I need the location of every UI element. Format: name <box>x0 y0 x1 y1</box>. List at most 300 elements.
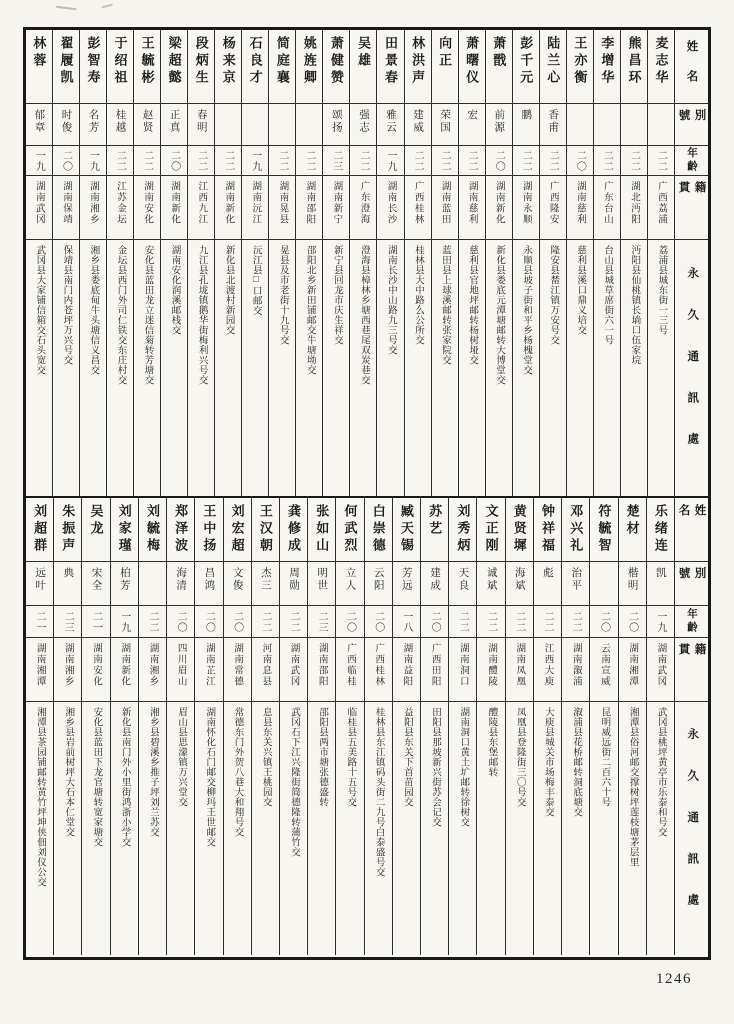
person-origin: 湖南溆浦 <box>562 638 589 702</box>
person-address: 沔阳县仙桃镇长埫口伍家垸 <box>629 245 640 365</box>
person-origin: 云南宣威 <box>590 638 617 702</box>
person-origin: 江西大庾 <box>534 638 561 702</box>
person-name: 萧曙仪 <box>459 30 485 104</box>
person-address: 澄海县樟林乡塘西巷尾双炭巷交 <box>358 245 369 385</box>
person-name: 林洪声 <box>405 30 431 104</box>
person-alias <box>242 104 268 146</box>
header-age: 年齡 <box>675 146 708 176</box>
person-origin: 江苏金坛 <box>107 176 133 240</box>
person-alias: 云阳 <box>365 562 392 606</box>
person-origin: 湖南长沙 <box>377 176 403 240</box>
person-address: 湘乡县碧溪乡推子坪刘兰苏交 <box>147 707 158 837</box>
person-age: 二二 <box>215 146 241 176</box>
person-age: 二〇 <box>365 606 392 638</box>
person-name: 吴雄 <box>350 30 376 104</box>
person-column <box>561 498 589 955</box>
person-address: 隆安县榃江镇万安号交 <box>548 245 559 345</box>
person-name: 林蓉 <box>26 30 52 104</box>
person-address: 醴陵县东堡邮转 <box>486 707 497 777</box>
directory-table-bottom <box>26 498 708 955</box>
person-name: 何武烈 <box>336 498 363 562</box>
person-origin: 湖南芷江 <box>195 638 222 702</box>
person-origin: 广西隆安 <box>540 176 566 240</box>
person-name: 李增华 <box>594 30 620 104</box>
person-column <box>533 498 561 955</box>
person-column <box>593 30 620 496</box>
person-origin: 湖南新宁 <box>323 176 349 240</box>
person-alias: 周勋 <box>280 562 307 606</box>
person-origin: 湖南湘潭 <box>619 638 646 702</box>
person-origin: 湖南湘乡 <box>54 638 81 702</box>
person-age: 二二 <box>296 146 322 176</box>
person-age: 二二 <box>188 146 214 176</box>
person-alias: 彪 <box>534 562 561 606</box>
person-column <box>26 498 53 955</box>
person-column <box>589 498 617 955</box>
header-name: 姓名 <box>675 498 708 562</box>
person-name: 黄贤墀 <box>506 498 533 562</box>
person-column <box>138 498 166 955</box>
person-name: 刘毓梅 <box>139 498 166 562</box>
person-age: 二二 <box>562 606 589 638</box>
person-alias: 天良 <box>449 562 476 606</box>
person-column <box>458 30 485 496</box>
scan-smudge <box>102 4 114 12</box>
person-alias: 诚斌 <box>477 562 504 606</box>
person-alias: 典 <box>54 562 81 606</box>
person-name: 翟履凯 <box>53 30 79 104</box>
person-address: 常德东门外贺八巷大和翔号交 <box>232 707 243 837</box>
person-column <box>81 498 109 955</box>
person-alias: 强志 <box>350 104 376 146</box>
person-age: 二二 <box>134 146 160 176</box>
person-alias <box>215 104 241 146</box>
person-alias: 杰三 <box>252 562 279 606</box>
person-column <box>279 498 307 955</box>
person-origin: 湖南湘乡 <box>80 176 106 240</box>
person-name: 吴龙 <box>82 498 109 562</box>
person-origin: 湖南武冈 <box>26 176 52 240</box>
person-age: 二二 <box>621 146 647 176</box>
person-alias <box>139 562 166 606</box>
person-address: 九江县孔垅镇鹅华街梅利兴号交 <box>196 245 207 385</box>
person-address: 湘乡县娄底甸牛头塘信义昌交 <box>88 245 99 375</box>
person-address: 台山县城草席街六一号 <box>602 245 613 345</box>
person-age: 二三 <box>308 606 335 638</box>
person-column <box>110 498 138 955</box>
person-address: 新化县南门外小里街鸿浙小学交 <box>119 707 130 847</box>
person-age: 二二 <box>513 146 539 176</box>
person-age: 二二 <box>506 606 533 638</box>
person-column <box>566 30 593 496</box>
person-alias: 颂扬 <box>323 104 349 146</box>
person-age: 二〇 <box>619 606 646 638</box>
person-address: 眉山县思濛镇万兴堂交 <box>176 707 187 807</box>
person-address: 田阳县那坡新兴街苏会记交 <box>430 707 441 827</box>
person-alias <box>296 104 322 146</box>
person-column <box>106 30 133 496</box>
person-name: 萧健赞 <box>323 30 349 104</box>
header-alias: 別號 <box>675 104 708 146</box>
person-age: 二二 <box>594 146 620 176</box>
person-age: 二二 <box>432 146 458 176</box>
person-address: 益阳县东关下首苗园交 <box>401 707 412 807</box>
person-name: 刘秀炳 <box>449 498 476 562</box>
person-alias: 治平 <box>562 562 589 606</box>
person-origin: 湖南醴陵 <box>477 638 504 702</box>
person-column <box>187 30 214 496</box>
person-address: 大庾县城关市场梅丰泰交 <box>542 707 553 817</box>
person-name: 郑泽波 <box>167 498 194 562</box>
person-name: 文正刚 <box>477 498 504 562</box>
person-age: 二〇 <box>567 146 593 176</box>
person-address: 息县东关兴镇王桃园交 <box>260 707 271 807</box>
person-column <box>420 498 448 955</box>
person-name: 白崇德 <box>365 498 392 562</box>
person-origin: 湖南新化 <box>161 176 187 240</box>
person-name: 符毓智 <box>590 498 617 562</box>
person-address: 桂林县东江镇码头街二九号白泰盛号交 <box>373 707 384 877</box>
person-column <box>295 30 322 496</box>
person-name: 麦志华 <box>648 30 674 104</box>
person-column <box>618 498 646 955</box>
person-alias: 海斌 <box>506 562 533 606</box>
person-alias: 建成 <box>421 562 448 606</box>
person-column <box>166 498 194 955</box>
directory-table-top <box>26 30 708 498</box>
person-address: 凤凰县登隆街三〇号交 <box>514 707 525 807</box>
person-age: 二二 <box>139 606 166 638</box>
person-alias: 柏芳 <box>111 562 138 606</box>
person-address: 溆浦县花桥邮转洞底塘交 <box>571 707 582 817</box>
person-column <box>194 498 222 955</box>
person-origin: 湖南安化 <box>82 638 109 702</box>
person-alias: 荣国 <box>432 104 458 146</box>
person-name: 田景春 <box>377 30 403 104</box>
person-name: 乐绪连 <box>647 498 674 562</box>
person-address: 湘潭县俗河邮交撑树坪莲枝塘茅层里 <box>627 707 638 867</box>
person-column <box>335 498 363 955</box>
person-age: 一九 <box>647 606 674 638</box>
person-address: 邵阳北乡新田铺邮交牛塘坳交 <box>304 245 315 375</box>
person-name: 向正 <box>432 30 458 104</box>
person-alias: 正真 <box>161 104 187 146</box>
person-origin: 湖南保靖 <box>53 176 79 240</box>
person-age: 二一 <box>82 606 109 638</box>
person-name: 杨来京 <box>215 30 241 104</box>
person-origin: 河南息县 <box>252 638 279 702</box>
person-age: 二二 <box>252 606 279 638</box>
person-column <box>133 30 160 496</box>
person-origin: 湖南新化 <box>215 176 241 240</box>
person-address: 安化县蓝田下龙官塘转宽家塘交 <box>91 707 102 847</box>
person-age: 二二 <box>459 146 485 176</box>
person-name: 简庭襄 <box>269 30 295 104</box>
person-age: 二二 <box>269 146 295 176</box>
person-age: 一八 <box>393 606 420 638</box>
person-origin: 湖南新化 <box>486 176 512 240</box>
person-origin: 湖南益阳 <box>393 638 420 702</box>
person-age: 二二 <box>350 146 376 176</box>
person-address: 湖南安化润溪邮栈交 <box>169 245 180 335</box>
person-age: 二〇 <box>167 606 194 638</box>
person-alias <box>567 104 593 146</box>
person-name: 刘超群 <box>26 498 53 562</box>
person-name: 朱振声 <box>54 498 81 562</box>
person-origin: 湖南新化 <box>111 638 138 702</box>
person-origin: 湖南凤凰 <box>506 638 533 702</box>
person-age: 二二 <box>648 146 674 176</box>
person-name: 熊昌环 <box>621 30 647 104</box>
person-age: 二二 <box>477 606 504 638</box>
person-age: 二二 <box>540 146 566 176</box>
header-alias: 別號 <box>675 562 708 606</box>
person-column <box>376 30 403 496</box>
person-address: 慈利县官地坪邮转杨树垭交 <box>467 245 478 365</box>
header-origin: 籍貫 <box>675 638 708 702</box>
person-name: 陆兰心 <box>540 30 566 104</box>
person-alias <box>590 562 617 606</box>
person-address: 桂林县大中路么公所交 <box>412 245 423 345</box>
person-alias: 芳远 <box>393 562 420 606</box>
person-name: 王中扬 <box>195 498 222 562</box>
person-age: 二〇 <box>486 146 512 176</box>
person-age: 一九 <box>26 146 52 176</box>
person-alias: 桂越 <box>107 104 133 146</box>
person-alias: 香甫 <box>540 104 566 146</box>
person-column <box>392 498 420 955</box>
person-name: 邓兴礼 <box>562 498 589 562</box>
person-address: 湖南长沙中山路九三号交 <box>385 245 396 355</box>
person-column <box>364 498 392 955</box>
person-address: 新化县娄底元潭塘邮转大博堂交 <box>494 245 505 385</box>
person-column <box>646 498 674 955</box>
person-age: 二三 <box>323 146 349 176</box>
person-name: 苏艺 <box>421 498 448 562</box>
person-column <box>539 30 566 496</box>
person-alias: 建威 <box>405 104 431 146</box>
person-name: 刘宏超 <box>224 498 251 562</box>
person-name: 刘家瑾 <box>111 498 138 562</box>
person-address: 安化县蓝田龙立迷信菊转芳塘交 <box>142 245 153 385</box>
person-origin: 湖南武冈 <box>280 638 307 702</box>
person-column <box>52 30 79 496</box>
person-name: 彭千元 <box>513 30 539 104</box>
person-name: 石良才 <box>242 30 268 104</box>
person-origin: 广西荔浦 <box>648 176 674 240</box>
person-age: 一九 <box>242 146 268 176</box>
person-origin: 湖南沅江 <box>242 176 268 240</box>
person-alias: 昌鸿 <box>195 562 222 606</box>
person-name: 楚材 <box>619 498 646 562</box>
person-age: 一九 <box>80 146 106 176</box>
person-origin: 广西桂林 <box>365 638 392 702</box>
person-origin: 湖南蓝田 <box>432 176 458 240</box>
person-column <box>349 30 376 496</box>
person-address: 武冈县桃坪黄亭市乐泰和号交 <box>655 707 666 837</box>
person-column <box>647 30 674 496</box>
person-name: 臧天锡 <box>393 498 420 562</box>
person-origin: 湖南慈利 <box>459 176 485 240</box>
scan-smudge <box>56 6 77 14</box>
person-origin: 湖南晃县 <box>269 176 295 240</box>
person-age: 二二 <box>107 146 133 176</box>
person-age: 二〇 <box>161 146 187 176</box>
person-alias: 鹏 <box>513 104 539 146</box>
person-origin: 湖南洞口 <box>449 638 476 702</box>
person-alias: 立人 <box>336 562 363 606</box>
header-origin: 籍貫 <box>675 176 708 240</box>
person-age: 二〇 <box>53 146 79 176</box>
person-name: 姚旌卿 <box>296 30 322 104</box>
person-address: 慈利县溪口鼎义培交 <box>575 245 586 335</box>
person-address: 金坛县西门外司仁铁交东庄村交 <box>115 245 126 385</box>
person-alias: 宏 <box>459 104 485 146</box>
person-address: 保靖县南门内苍坪万兴号交 <box>61 245 72 365</box>
person-age: 二二 <box>280 606 307 638</box>
person-alias: 文俊 <box>224 562 251 606</box>
person-column <box>160 30 187 496</box>
person-alias: 郁章 <box>26 104 52 146</box>
person-address: 湖南洞口黄土圹邮转徐树交 <box>458 707 469 827</box>
person-column <box>241 30 268 496</box>
person-origin: 湖南安化 <box>134 176 160 240</box>
person-column <box>214 30 241 496</box>
header-address: 永久通訊處 <box>686 727 699 935</box>
person-origin: 四川眉山 <box>167 638 194 702</box>
person-age: 二〇 <box>421 606 448 638</box>
person-column <box>223 498 251 955</box>
person-column <box>53 498 81 955</box>
person-origin: 湖南永顺 <box>513 176 539 240</box>
person-origin: 湖南邵阳 <box>308 638 335 702</box>
person-age: 二〇 <box>195 606 222 638</box>
person-alias: 远叶 <box>26 562 53 606</box>
person-age: 二〇 <box>590 606 617 638</box>
person-origin: 湖南武冈 <box>647 638 674 702</box>
person-name: 段炳生 <box>188 30 214 104</box>
person-alias <box>648 104 674 146</box>
column-headers-top <box>674 30 708 496</box>
person-address: 新宁县回龙市庆生祥交 <box>331 245 342 345</box>
header-age: 年齡 <box>675 606 708 638</box>
person-column <box>485 30 512 496</box>
person-address: 沅江县□口邮交 <box>250 245 261 316</box>
person-address: 荔浦县城东街一三号 <box>656 245 667 335</box>
person-address: 永顺县坡子街和平乡杨槐堂交 <box>521 245 532 375</box>
person-column <box>431 30 458 496</box>
person-name: 王毓彬 <box>134 30 160 104</box>
person-alias <box>594 104 620 146</box>
person-age: 一九 <box>111 606 138 638</box>
person-column <box>448 498 476 955</box>
person-column <box>307 498 335 955</box>
person-age: 一九 <box>377 146 403 176</box>
person-alias <box>621 104 647 146</box>
person-origin: 湖南常德 <box>224 638 251 702</box>
person-origin: 广西临桂 <box>336 638 363 702</box>
person-column <box>505 498 533 955</box>
person-origin: 湖南邵阳 <box>296 176 322 240</box>
person-name: 萧戬 <box>486 30 512 104</box>
person-name: 王汉朝 <box>252 498 279 562</box>
person-alias: 时俊 <box>53 104 79 146</box>
person-age: 二三 <box>54 606 81 638</box>
person-name: 梁超懿 <box>161 30 187 104</box>
person-address: 邵阳县两市塘张德盛转 <box>317 707 328 807</box>
person-address: 湖南怀化石门邮交柳玛王世邮交 <box>204 707 215 847</box>
person-alias: 宋全 <box>82 562 109 606</box>
header-address: 永久通訊處 <box>686 267 699 474</box>
person-alias: 名芳 <box>80 104 106 146</box>
person-address: 昆明威远街二百六十号 <box>599 707 610 807</box>
person-column <box>476 498 504 955</box>
person-alias: 赵贤 <box>134 104 160 146</box>
person-address: 武冈县大家铺信箱交石头宽交 <box>34 245 45 375</box>
person-alias: 雅云 <box>377 104 403 146</box>
person-age: 二二 <box>534 606 561 638</box>
person-origin: 湖南湘乡 <box>139 638 166 702</box>
person-origin: 湖南慈利 <box>567 176 593 240</box>
person-age: 二一 <box>26 606 53 638</box>
person-alias: 海清 <box>167 562 194 606</box>
person-column <box>26 30 52 496</box>
person-column <box>251 498 279 955</box>
person-alias: 前源 <box>486 104 512 146</box>
person-age: 二〇 <box>336 606 363 638</box>
person-alias: 明世 <box>308 562 335 606</box>
person-name: 张如山 <box>308 498 335 562</box>
person-column <box>268 30 295 496</box>
person-address: 湘潭县茶园铺邮转黄竹坪坤侠佃刘仪公交 <box>34 707 45 887</box>
person-origin: 湖南湘潭 <box>26 638 53 702</box>
person-origin: 广东台山 <box>594 176 620 240</box>
person-column <box>322 30 349 496</box>
person-address: 蓝田县上球溪邮转张家院交 <box>440 245 451 365</box>
person-address: 武冈石下江兴隆街简德隆转蒲竹交 <box>288 707 299 857</box>
column-headers-bottom <box>674 498 708 955</box>
person-alias: 春明 <box>188 104 214 146</box>
person-age: 二〇 <box>224 606 251 638</box>
person-age: 二二 <box>449 606 476 638</box>
person-name: 彭智寿 <box>80 30 106 104</box>
person-origin: 广西桂林 <box>405 176 431 240</box>
person-origin: 江西九江 <box>188 176 214 240</box>
person-name: 龚修成 <box>280 498 307 562</box>
person-name: 钟祥福 <box>534 498 561 562</box>
person-column <box>79 30 106 496</box>
person-address: 湘乡县岩前树坪大石本仁堂交 <box>63 707 74 837</box>
person-column <box>404 30 431 496</box>
page-number: 1246 <box>656 971 692 987</box>
person-address: 新化县北渡村新园交 <box>223 245 234 335</box>
person-origin: 广东澄海 <box>350 176 376 240</box>
person-origin: 广西田阳 <box>421 638 448 702</box>
person-alias: 凯 <box>647 562 674 606</box>
person-alias <box>269 104 295 146</box>
header-name: 姓名 <box>675 30 708 104</box>
person-address: 晃县及市老街十九号交 <box>277 245 288 345</box>
directory-frame <box>23 27 711 960</box>
person-address: 临桂县五美路十五号交 <box>345 707 356 807</box>
person-column <box>620 30 647 496</box>
person-column <box>512 30 539 496</box>
person-alias: 楷明 <box>619 562 646 606</box>
person-origin: 湖北沔阳 <box>621 176 647 240</box>
person-age: 二二 <box>405 146 431 176</box>
person-name: 于绍祖 <box>107 30 133 104</box>
person-name: 王亦衡 <box>567 30 593 104</box>
